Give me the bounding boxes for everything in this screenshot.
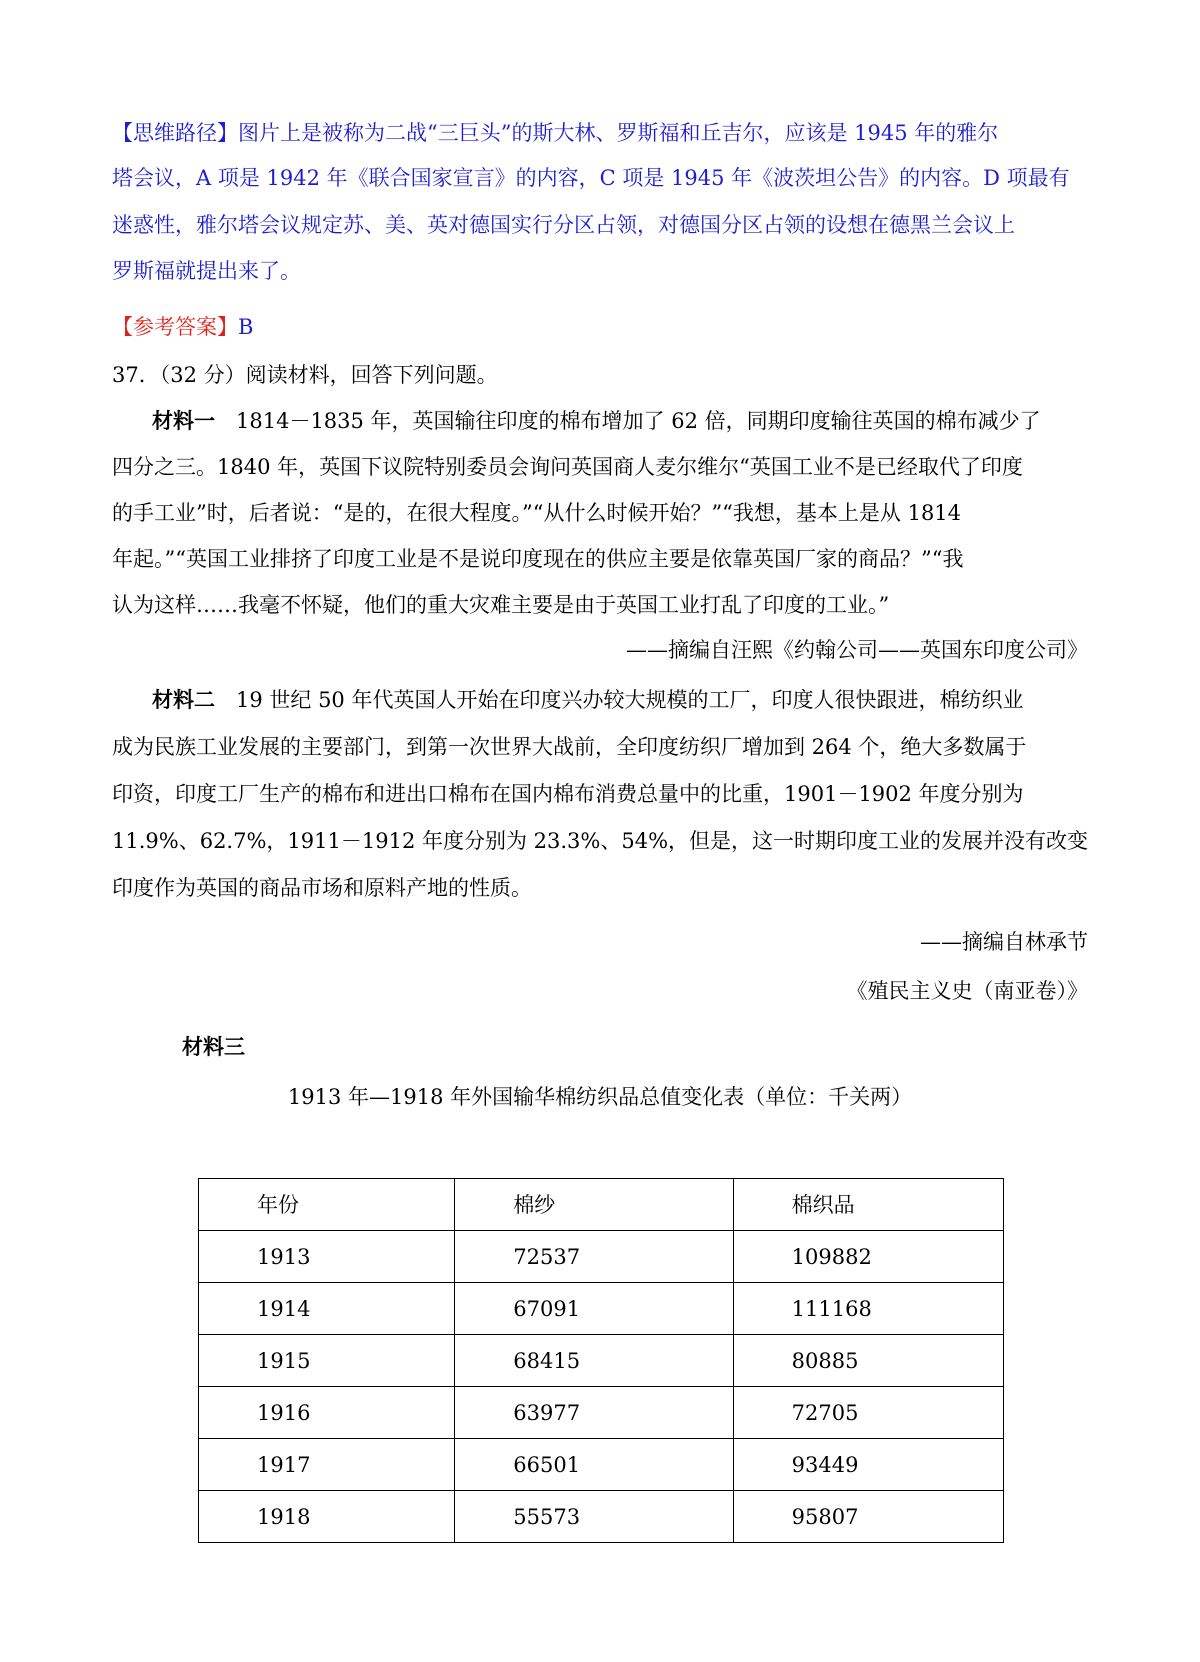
cell-fabric: 80885	[733, 1335, 1003, 1387]
material1-line-4: 年起。”“英国工业排挤了印度工业是不是说印度现在的供应主要是依靠英国厂家的商品？”“我	[112, 547, 964, 571]
cotton-import-table	[198, 1178, 1004, 1543]
cell-yarn: 72537	[455, 1231, 733, 1283]
material1-label: 材料一	[152, 408, 215, 433]
cell-year: 1913	[199, 1231, 455, 1283]
material1-line-5: 认为这样……我毫不怀疑，他们的重大灾难主要是由于英国工业打乱了印度的工业。”	[112, 593, 890, 617]
answer-line	[112, 311, 1092, 343]
header-year: 年份	[199, 1179, 455, 1231]
analysis-line-3: 迷惑性，雅尔塔会议规定苏、美、英对德国实行分区占领，对德国分区占领的设想在德黑兰会议上	[112, 213, 1015, 237]
material2-source-title: 《殖民主义史（南亚卷）》	[846, 979, 1088, 1003]
table-row	[199, 1491, 1004, 1543]
material1-line-3: 的手工业”时，后者说：“是的，在很大程度。”“从什么时候开始？”“我想，基本上是从 1814	[112, 501, 962, 525]
material1-source: ——摘编自汪熙《约翰公司——英国东印度公司》	[626, 638, 1088, 662]
cell-fabric: 95807	[733, 1491, 1003, 1543]
cell-year: 1914	[199, 1283, 455, 1335]
table-header-row	[199, 1179, 1004, 1231]
table-row	[199, 1387, 1004, 1439]
cell-yarn: 55573	[455, 1491, 733, 1543]
cell-year: 1915	[199, 1335, 455, 1387]
material1-line-2: 四分之三。1840 年，英国下议院特别委员会询问英国商人麦尔维尔“英国工业不是已经取代了印度	[112, 455, 1023, 479]
table-row	[199, 1335, 1004, 1387]
cell-year: 1916	[199, 1387, 455, 1439]
analysis-line-2: 塔会议，A 项是 1942 年《联合国家宣言》的内容，C 项是 1945 年《波茨坦公告》的内容。D 项最有	[112, 166, 1070, 190]
table-title: 1913 年—1918 年外国输华棉纺织品总值变化表（单位：千关两）	[287, 1085, 913, 1109]
table-row	[199, 1283, 1004, 1335]
material2-line-1: 材料二 19 世纪 50 年代英国人开始在印度兴办较大规模的工厂，印度人很快跟进，棉纺织业	[152, 687, 1024, 712]
analysis-tag: 【思维路径】	[112, 121, 238, 145]
cell-yarn: 67091	[455, 1283, 733, 1335]
analysis-line-4: 罗斯福就提出来了。	[112, 259, 301, 283]
material2-line-2: 成为民族工业发展的主要部门，到第一次世界大战前，全印度纺织厂增加到 264 个，绝大多数属于	[112, 735, 1027, 759]
header-fabric: 棉织品	[733, 1179, 1003, 1231]
cell-year: 1917	[199, 1439, 455, 1491]
question-37-heading: 37．（32 分）阅读材料，回答下列问题。	[112, 363, 498, 387]
cell-fabric: 111168	[733, 1283, 1003, 1335]
material2-line-5: 印度作为英国的商品市场和原料产地的性质。	[112, 876, 532, 900]
table-row	[199, 1231, 1004, 1283]
material2-line-4: 11.9%、62.7%，1911－1912 年度分别为 23.3%、54%，但是，这一时期印度工业的发展并没有改变	[112, 829, 1089, 853]
cell-fabric: 109882	[733, 1231, 1003, 1283]
cell-yarn: 66501	[455, 1439, 733, 1491]
cell-fabric: 72705	[733, 1387, 1003, 1439]
material2-source-author: ——摘编自林承节	[920, 930, 1088, 954]
cell-yarn: 63977	[455, 1387, 733, 1439]
material2-line-3: 印资，印度工厂生产的棉布和进出口棉布在国内棉布消费总量中的比重，1901－1902 年度分别为	[112, 782, 1024, 806]
answer-tag: 【参考答案】	[112, 315, 238, 339]
material2-label: 材料二	[152, 687, 215, 712]
cell-yarn: 68415	[455, 1335, 733, 1387]
cell-fabric: 93449	[733, 1439, 1003, 1491]
cell-year: 1918	[199, 1491, 455, 1543]
analysis-line-1: 【思维路径】图片上是被称为二战“三巨头”的斯大林、罗斯福和丘吉尔，应该是 1945 年的雅尔	[112, 121, 999, 145]
material1-line-1: 材料一 1814－1835 年，英国输往印度的棉布增加了 62 倍，同期印度输往英国的棉布减少了	[152, 408, 1041, 433]
answer-value: B	[238, 315, 254, 339]
header-yarn: 棉纱	[455, 1179, 733, 1231]
material3-label: 材料三	[182, 1034, 245, 1059]
table-row	[199, 1439, 1004, 1491]
